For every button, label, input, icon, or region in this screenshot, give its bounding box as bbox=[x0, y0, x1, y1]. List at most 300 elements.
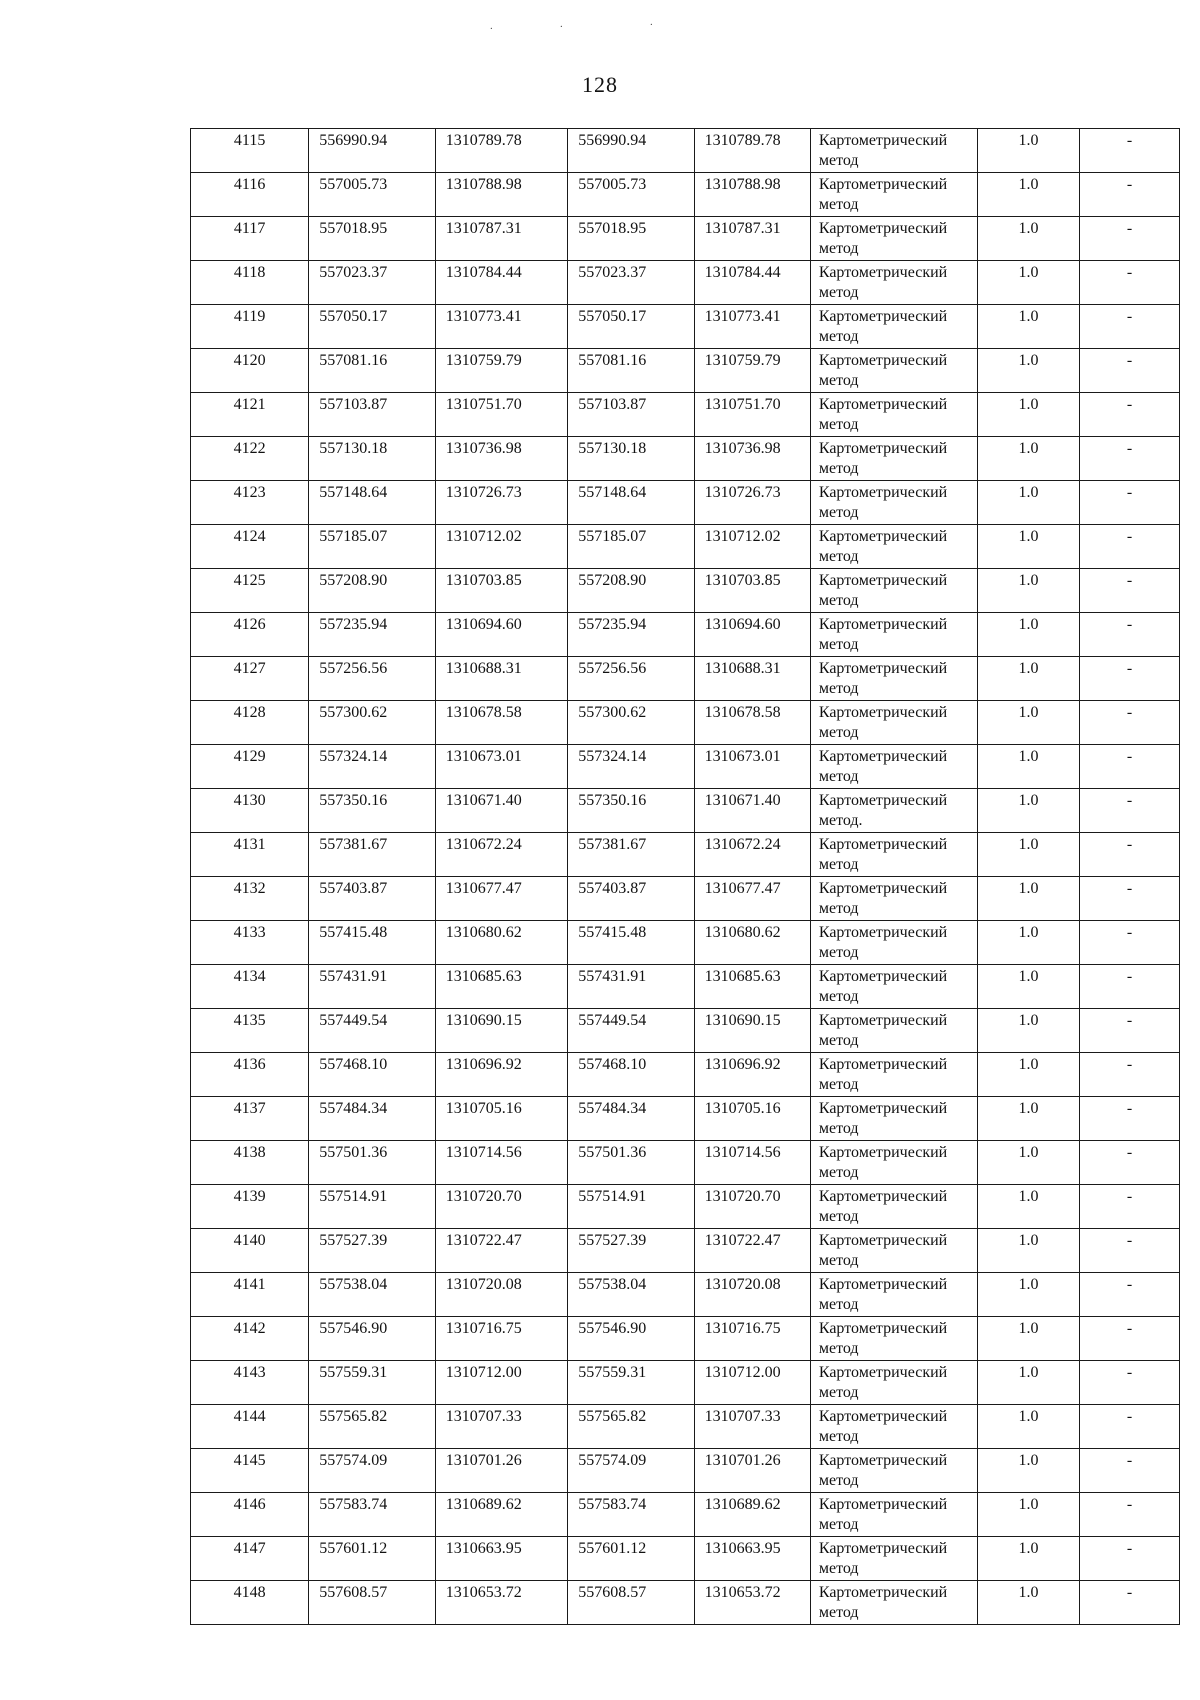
x-existing-cell: 557235.94 bbox=[309, 613, 435, 657]
y-existing-cell: 1310787.31 bbox=[435, 217, 568, 261]
note-cell: - bbox=[1080, 613, 1180, 657]
method-cell bbox=[810, 569, 977, 613]
point-number-cell: 4143 bbox=[191, 1361, 309, 1405]
y-existing-cell: 1310714.56 bbox=[435, 1141, 568, 1185]
method-text-line2: метод bbox=[818, 416, 859, 433]
point-number-cell: 4144 bbox=[191, 1405, 309, 1449]
x-refined-cell: 557583.74 bbox=[568, 1493, 694, 1537]
point-number-cell: 4131 bbox=[191, 833, 309, 877]
method-text-line2: метод bbox=[818, 1516, 859, 1533]
method-text-line1: Картометрический bbox=[818, 1232, 948, 1249]
point-number-cell: 4119 bbox=[191, 305, 309, 349]
method-text-line2: метод bbox=[818, 460, 859, 477]
method-cell bbox=[810, 1581, 977, 1625]
accuracy-cell: 1.0 bbox=[978, 305, 1080, 349]
method-text-line2: метод bbox=[818, 1208, 859, 1225]
point-number-cell: 4126 bbox=[191, 613, 309, 657]
y-refined-cell: 1310707.33 bbox=[694, 1405, 810, 1449]
method-text-line1: Картометрический bbox=[818, 880, 948, 897]
y-refined-cell: 1310773.41 bbox=[694, 305, 810, 349]
method-text-line1: Картометрический bbox=[818, 396, 948, 413]
y-existing-cell: 1310673.01 bbox=[435, 745, 568, 789]
x-existing-cell: 557501.36 bbox=[309, 1141, 435, 1185]
method-text-line2: метод bbox=[818, 1472, 859, 1489]
x-refined-cell: 557468.10 bbox=[568, 1053, 694, 1097]
method-cell bbox=[810, 833, 977, 877]
y-existing-cell: 1310726.73 bbox=[435, 481, 568, 525]
y-refined-cell: 1310736.98 bbox=[694, 437, 810, 481]
method-cell bbox=[810, 1053, 977, 1097]
note-cell: - bbox=[1080, 657, 1180, 701]
accuracy-cell: 1.0 bbox=[978, 525, 1080, 569]
method-text-line1: Картометрический bbox=[818, 924, 948, 941]
accuracy-cell: 1.0 bbox=[978, 1053, 1080, 1097]
note-cell: - bbox=[1080, 129, 1180, 173]
table-row bbox=[191, 1097, 1180, 1141]
method-text-line2: метод bbox=[818, 1384, 859, 1401]
scan-speck: . bbox=[490, 20, 493, 32]
y-existing-cell: 1310707.33 bbox=[435, 1405, 568, 1449]
method-text-line2: метод bbox=[818, 284, 859, 301]
accuracy-cell: 1.0 bbox=[978, 1097, 1080, 1141]
table-row bbox=[191, 129, 1180, 173]
method-text-line2: метод bbox=[818, 900, 859, 917]
y-refined-cell: 1310685.63 bbox=[694, 965, 810, 1009]
note-cell: - bbox=[1080, 217, 1180, 261]
y-refined-cell: 1310688.31 bbox=[694, 657, 810, 701]
method-text-line2: метод bbox=[818, 372, 859, 389]
table-row bbox=[191, 657, 1180, 701]
y-existing-cell: 1310720.70 bbox=[435, 1185, 568, 1229]
x-existing-cell: 557484.34 bbox=[309, 1097, 435, 1141]
method-cell bbox=[810, 173, 977, 217]
note-cell: - bbox=[1080, 877, 1180, 921]
y-existing-cell: 1310712.02 bbox=[435, 525, 568, 569]
table-row bbox=[191, 305, 1180, 349]
y-existing-cell: 1310784.44 bbox=[435, 261, 568, 305]
accuracy-cell: 1.0 bbox=[978, 1449, 1080, 1493]
page-number: 128 bbox=[582, 72, 618, 97]
note-cell: - bbox=[1080, 1185, 1180, 1229]
table-row bbox=[191, 965, 1180, 1009]
accuracy-cell: 1.0 bbox=[978, 481, 1080, 525]
point-number-cell: 4130 bbox=[191, 789, 309, 833]
method-text-line2: метод bbox=[818, 196, 859, 213]
x-refined-cell: 557501.36 bbox=[568, 1141, 694, 1185]
point-number-cell: 4140 bbox=[191, 1229, 309, 1273]
y-refined-cell: 1310694.60 bbox=[694, 613, 810, 657]
table-row bbox=[191, 1361, 1180, 1405]
note-cell: - bbox=[1080, 569, 1180, 613]
point-number-cell: 4117 bbox=[191, 217, 309, 261]
method-text-line2: метод bbox=[818, 1252, 859, 1269]
table-row bbox=[191, 1009, 1180, 1053]
y-refined-cell: 1310705.16 bbox=[694, 1097, 810, 1141]
note-cell: - bbox=[1080, 525, 1180, 569]
x-refined-cell: 557574.09 bbox=[568, 1449, 694, 1493]
method-text-line2: метод bbox=[818, 592, 859, 609]
coordinates-table bbox=[190, 128, 1180, 1625]
x-refined-cell: 557050.17 bbox=[568, 305, 694, 349]
accuracy-cell: 1.0 bbox=[978, 921, 1080, 965]
accuracy-cell: 1.0 bbox=[978, 173, 1080, 217]
table-row bbox=[191, 789, 1180, 833]
x-existing-cell: 557559.31 bbox=[309, 1361, 435, 1405]
x-refined-cell: 557415.48 bbox=[568, 921, 694, 965]
x-existing-cell: 557208.90 bbox=[309, 569, 435, 613]
point-number-cell: 4123 bbox=[191, 481, 309, 525]
point-number-cell: 4122 bbox=[191, 437, 309, 481]
table-row bbox=[191, 1185, 1180, 1229]
x-existing-cell: 557468.10 bbox=[309, 1053, 435, 1097]
note-cell: - bbox=[1080, 833, 1180, 877]
x-existing-cell: 557350.16 bbox=[309, 789, 435, 833]
note-cell: - bbox=[1080, 921, 1180, 965]
x-refined-cell: 557324.14 bbox=[568, 745, 694, 789]
x-refined-cell: 557130.18 bbox=[568, 437, 694, 481]
note-cell: - bbox=[1080, 789, 1180, 833]
x-refined-cell: 557018.95 bbox=[568, 217, 694, 261]
method-cell bbox=[810, 745, 977, 789]
method-cell bbox=[810, 393, 977, 437]
y-existing-cell: 1310685.63 bbox=[435, 965, 568, 1009]
x-refined-cell: 557514.91 bbox=[568, 1185, 694, 1229]
method-text-line1: Картометрический bbox=[818, 1408, 948, 1425]
point-number-cell: 4148 bbox=[191, 1581, 309, 1625]
x-existing-cell: 557538.04 bbox=[309, 1273, 435, 1317]
accuracy-cell: 1.0 bbox=[978, 613, 1080, 657]
method-cell bbox=[810, 1141, 977, 1185]
y-refined-cell: 1310716.75 bbox=[694, 1317, 810, 1361]
note-cell: - bbox=[1080, 173, 1180, 217]
x-refined-cell: 557449.54 bbox=[568, 1009, 694, 1053]
accuracy-cell: 1.0 bbox=[978, 393, 1080, 437]
y-refined-cell: 1310714.56 bbox=[694, 1141, 810, 1185]
y-existing-cell: 1310716.75 bbox=[435, 1317, 568, 1361]
x-existing-cell: 556990.94 bbox=[309, 129, 435, 173]
x-existing-cell: 557256.56 bbox=[309, 657, 435, 701]
table-row bbox=[191, 701, 1180, 745]
accuracy-cell: 1.0 bbox=[978, 217, 1080, 261]
x-refined-cell: 557208.90 bbox=[568, 569, 694, 613]
method-cell bbox=[810, 525, 977, 569]
x-refined-cell: 556990.94 bbox=[568, 129, 694, 173]
y-existing-cell: 1310705.16 bbox=[435, 1097, 568, 1141]
method-text-line2: метод bbox=[818, 240, 859, 257]
scan-speck: . bbox=[650, 16, 653, 28]
y-existing-cell: 1310653.72 bbox=[435, 1581, 568, 1625]
x-existing-cell: 557601.12 bbox=[309, 1537, 435, 1581]
y-refined-cell: 1310712.00 bbox=[694, 1361, 810, 1405]
y-refined-cell: 1310677.47 bbox=[694, 877, 810, 921]
method-text-line1: Картометрический bbox=[818, 1056, 948, 1073]
x-refined-cell: 557403.87 bbox=[568, 877, 694, 921]
method-text-line1: Картометрический bbox=[818, 1496, 948, 1513]
x-refined-cell: 557235.94 bbox=[568, 613, 694, 657]
table-row bbox=[191, 745, 1180, 789]
x-existing-cell: 557103.87 bbox=[309, 393, 435, 437]
y-existing-cell: 1310773.41 bbox=[435, 305, 568, 349]
table-row bbox=[191, 1141, 1180, 1185]
x-existing-cell: 557018.95 bbox=[309, 217, 435, 261]
method-text-line2: метод bbox=[818, 504, 859, 521]
note-cell: - bbox=[1080, 1581, 1180, 1625]
method-text-line2: метод bbox=[818, 856, 859, 873]
method-cell bbox=[810, 217, 977, 261]
method-text-line1: Картометрический bbox=[818, 836, 948, 853]
x-existing-cell: 557449.54 bbox=[309, 1009, 435, 1053]
x-refined-cell: 557608.57 bbox=[568, 1581, 694, 1625]
method-text-line2: метод bbox=[818, 1428, 859, 1445]
table-row bbox=[191, 525, 1180, 569]
method-cell bbox=[810, 1361, 977, 1405]
method-cell bbox=[810, 1449, 977, 1493]
method-cell bbox=[810, 1493, 977, 1537]
y-refined-cell: 1310673.01 bbox=[694, 745, 810, 789]
method-cell bbox=[810, 657, 977, 701]
point-number-cell: 4127 bbox=[191, 657, 309, 701]
method-text-line1: Картометрический bbox=[818, 440, 948, 457]
y-existing-cell: 1310696.92 bbox=[435, 1053, 568, 1097]
y-existing-cell: 1310689.62 bbox=[435, 1493, 568, 1537]
x-existing-cell: 557583.74 bbox=[309, 1493, 435, 1537]
y-refined-cell: 1310701.26 bbox=[694, 1449, 810, 1493]
point-number-cell: 4145 bbox=[191, 1449, 309, 1493]
point-number-cell: 4128 bbox=[191, 701, 309, 745]
method-cell bbox=[810, 701, 977, 745]
x-refined-cell: 557081.16 bbox=[568, 349, 694, 393]
method-text-line1: Картометрический bbox=[818, 1144, 948, 1161]
y-refined-cell: 1310680.62 bbox=[694, 921, 810, 965]
x-refined-cell: 557300.62 bbox=[568, 701, 694, 745]
y-existing-cell: 1310688.31 bbox=[435, 657, 568, 701]
y-existing-cell: 1310701.26 bbox=[435, 1449, 568, 1493]
method-text-line1: Картометрический bbox=[818, 484, 948, 501]
accuracy-cell: 1.0 bbox=[978, 1317, 1080, 1361]
table-row bbox=[191, 173, 1180, 217]
method-cell bbox=[810, 921, 977, 965]
x-existing-cell: 557324.14 bbox=[309, 745, 435, 789]
method-cell bbox=[810, 481, 977, 525]
accuracy-cell: 1.0 bbox=[978, 569, 1080, 613]
method-text-line1: Картометрический bbox=[818, 1276, 948, 1293]
y-existing-cell: 1310736.98 bbox=[435, 437, 568, 481]
note-cell: - bbox=[1080, 1229, 1180, 1273]
point-number-cell: 4142 bbox=[191, 1317, 309, 1361]
accuracy-cell: 1.0 bbox=[978, 965, 1080, 1009]
method-text-line1: Картометрический bbox=[818, 748, 948, 765]
accuracy-cell: 1.0 bbox=[978, 1229, 1080, 1273]
method-cell bbox=[810, 1537, 977, 1581]
method-text-line1: Картометрический bbox=[818, 704, 948, 721]
note-cell: - bbox=[1080, 437, 1180, 481]
point-number-cell: 4125 bbox=[191, 569, 309, 613]
table-row bbox=[191, 1405, 1180, 1449]
method-text-line1: Картометрический bbox=[818, 616, 948, 633]
y-refined-cell: 1310672.24 bbox=[694, 833, 810, 877]
table-row bbox=[191, 1537, 1180, 1581]
method-cell bbox=[810, 1185, 977, 1229]
table-row bbox=[191, 1053, 1180, 1097]
table-row bbox=[191, 1493, 1180, 1537]
x-refined-cell: 557559.31 bbox=[568, 1361, 694, 1405]
y-existing-cell: 1310677.47 bbox=[435, 877, 568, 921]
y-refined-cell: 1310720.08 bbox=[694, 1273, 810, 1317]
y-existing-cell: 1310663.95 bbox=[435, 1537, 568, 1581]
y-refined-cell: 1310722.47 bbox=[694, 1229, 810, 1273]
method-text-line1: Картометрический bbox=[818, 1584, 948, 1601]
table-row bbox=[191, 1229, 1180, 1273]
accuracy-cell: 1.0 bbox=[978, 745, 1080, 789]
table-row bbox=[191, 613, 1180, 657]
note-cell: - bbox=[1080, 1009, 1180, 1053]
x-existing-cell: 557608.57 bbox=[309, 1581, 435, 1625]
note-cell: - bbox=[1080, 701, 1180, 745]
point-number-cell: 4136 bbox=[191, 1053, 309, 1097]
x-existing-cell: 557546.90 bbox=[309, 1317, 435, 1361]
method-text-line2: метод bbox=[818, 944, 859, 961]
method-text-line2: метод bbox=[818, 1032, 859, 1049]
y-refined-cell: 1310689.62 bbox=[694, 1493, 810, 1537]
accuracy-cell: 1.0 bbox=[978, 261, 1080, 305]
table-row bbox=[191, 437, 1180, 481]
method-text-line2: метод bbox=[818, 152, 859, 169]
x-refined-cell: 557023.37 bbox=[568, 261, 694, 305]
x-refined-cell: 557527.39 bbox=[568, 1229, 694, 1273]
table-row bbox=[191, 393, 1180, 437]
x-refined-cell: 557431.91 bbox=[568, 965, 694, 1009]
x-existing-cell: 557381.67 bbox=[309, 833, 435, 877]
point-number-cell: 4121 bbox=[191, 393, 309, 437]
x-refined-cell: 557350.16 bbox=[568, 789, 694, 833]
method-cell bbox=[810, 1009, 977, 1053]
method-text-line1: Картометрический bbox=[818, 660, 948, 677]
y-refined-cell: 1310788.98 bbox=[694, 173, 810, 217]
accuracy-cell: 1.0 bbox=[978, 833, 1080, 877]
point-number-cell: 4138 bbox=[191, 1141, 309, 1185]
y-existing-cell: 1310788.98 bbox=[435, 173, 568, 217]
x-refined-cell: 557565.82 bbox=[568, 1405, 694, 1449]
accuracy-cell: 1.0 bbox=[978, 1361, 1080, 1405]
y-refined-cell: 1310703.85 bbox=[694, 569, 810, 613]
table-row bbox=[191, 217, 1180, 261]
x-refined-cell: 557381.67 bbox=[568, 833, 694, 877]
method-text-line1: Картометрический bbox=[818, 264, 948, 281]
x-existing-cell: 557148.64 bbox=[309, 481, 435, 525]
method-text-line1: Картометрический bbox=[818, 176, 948, 193]
y-existing-cell: 1310751.70 bbox=[435, 393, 568, 437]
note-cell: - bbox=[1080, 1053, 1180, 1097]
x-existing-cell: 557527.39 bbox=[309, 1229, 435, 1273]
note-cell: - bbox=[1080, 1361, 1180, 1405]
x-refined-cell: 557484.34 bbox=[568, 1097, 694, 1141]
method-text-line2: метод bbox=[818, 1604, 859, 1621]
accuracy-cell: 1.0 bbox=[978, 129, 1080, 173]
point-number-cell: 4116 bbox=[191, 173, 309, 217]
method-text-line1: Картометрический bbox=[818, 968, 948, 985]
x-refined-cell: 557538.04 bbox=[568, 1273, 694, 1317]
method-cell bbox=[810, 1097, 977, 1141]
method-text-line2: метод. bbox=[818, 812, 863, 829]
x-existing-cell: 557130.18 bbox=[309, 437, 435, 481]
x-existing-cell: 557185.07 bbox=[309, 525, 435, 569]
x-refined-cell: 557601.12 bbox=[568, 1537, 694, 1581]
y-refined-cell: 1310671.40 bbox=[694, 789, 810, 833]
note-cell: - bbox=[1080, 745, 1180, 789]
method-text-line2: метод bbox=[818, 1120, 859, 1137]
x-existing-cell: 557574.09 bbox=[309, 1449, 435, 1493]
method-text-line1: Картометрический bbox=[818, 792, 948, 809]
method-text-line1: Картометрический bbox=[818, 132, 948, 149]
accuracy-cell: 1.0 bbox=[978, 1537, 1080, 1581]
note-cell: - bbox=[1080, 305, 1180, 349]
table-row bbox=[191, 569, 1180, 613]
accuracy-cell: 1.0 bbox=[978, 437, 1080, 481]
y-existing-cell: 1310694.60 bbox=[435, 613, 568, 657]
method-text-line2: метод bbox=[818, 1296, 859, 1313]
y-existing-cell: 1310712.00 bbox=[435, 1361, 568, 1405]
table-row bbox=[191, 1317, 1180, 1361]
method-cell bbox=[810, 437, 977, 481]
point-number-cell: 4133 bbox=[191, 921, 309, 965]
accuracy-cell: 1.0 bbox=[978, 1185, 1080, 1229]
point-number-cell: 4132 bbox=[191, 877, 309, 921]
y-refined-cell: 1310787.31 bbox=[694, 217, 810, 261]
method-text-line2: метод bbox=[818, 1340, 859, 1357]
x-existing-cell: 557023.37 bbox=[309, 261, 435, 305]
x-refined-cell: 557256.56 bbox=[568, 657, 694, 701]
method-text-line1: Картометрический bbox=[818, 1100, 948, 1117]
point-number-cell: 4129 bbox=[191, 745, 309, 789]
method-text-line1: Картометрический bbox=[818, 352, 948, 369]
note-cell: - bbox=[1080, 965, 1180, 1009]
note-cell: - bbox=[1080, 1273, 1180, 1317]
scan-speck: . bbox=[560, 18, 563, 30]
y-existing-cell: 1310678.58 bbox=[435, 701, 568, 745]
note-cell: - bbox=[1080, 1537, 1180, 1581]
point-number-cell: 4120 bbox=[191, 349, 309, 393]
table-row bbox=[191, 921, 1180, 965]
accuracy-cell: 1.0 bbox=[978, 1141, 1080, 1185]
x-existing-cell: 557300.62 bbox=[309, 701, 435, 745]
method-text-line2: метод bbox=[818, 724, 859, 741]
method-text-line2: метод bbox=[818, 328, 859, 345]
y-refined-cell: 1310696.92 bbox=[694, 1053, 810, 1097]
method-text-line2: метод bbox=[818, 1076, 859, 1093]
x-existing-cell: 557403.87 bbox=[309, 877, 435, 921]
y-refined-cell: 1310726.73 bbox=[694, 481, 810, 525]
method-cell bbox=[810, 349, 977, 393]
method-text-line2: метод bbox=[818, 1560, 859, 1577]
y-existing-cell: 1310703.85 bbox=[435, 569, 568, 613]
method-cell bbox=[810, 613, 977, 657]
accuracy-cell: 1.0 bbox=[978, 1009, 1080, 1053]
method-text-line1: Картометрический bbox=[818, 572, 948, 589]
table-row bbox=[191, 261, 1180, 305]
table-row bbox=[191, 349, 1180, 393]
method-text-line1: Картометрический bbox=[818, 1188, 948, 1205]
accuracy-cell: 1.0 bbox=[978, 701, 1080, 745]
note-cell: - bbox=[1080, 1405, 1180, 1449]
method-cell bbox=[810, 129, 977, 173]
table-row bbox=[191, 481, 1180, 525]
method-cell bbox=[810, 1273, 977, 1317]
x-refined-cell: 557546.90 bbox=[568, 1317, 694, 1361]
accuracy-cell: 1.0 bbox=[978, 349, 1080, 393]
method-text-line1: Картометрический bbox=[818, 1452, 948, 1469]
table-row bbox=[191, 833, 1180, 877]
method-text-line1: Картометрический bbox=[818, 1012, 948, 1029]
